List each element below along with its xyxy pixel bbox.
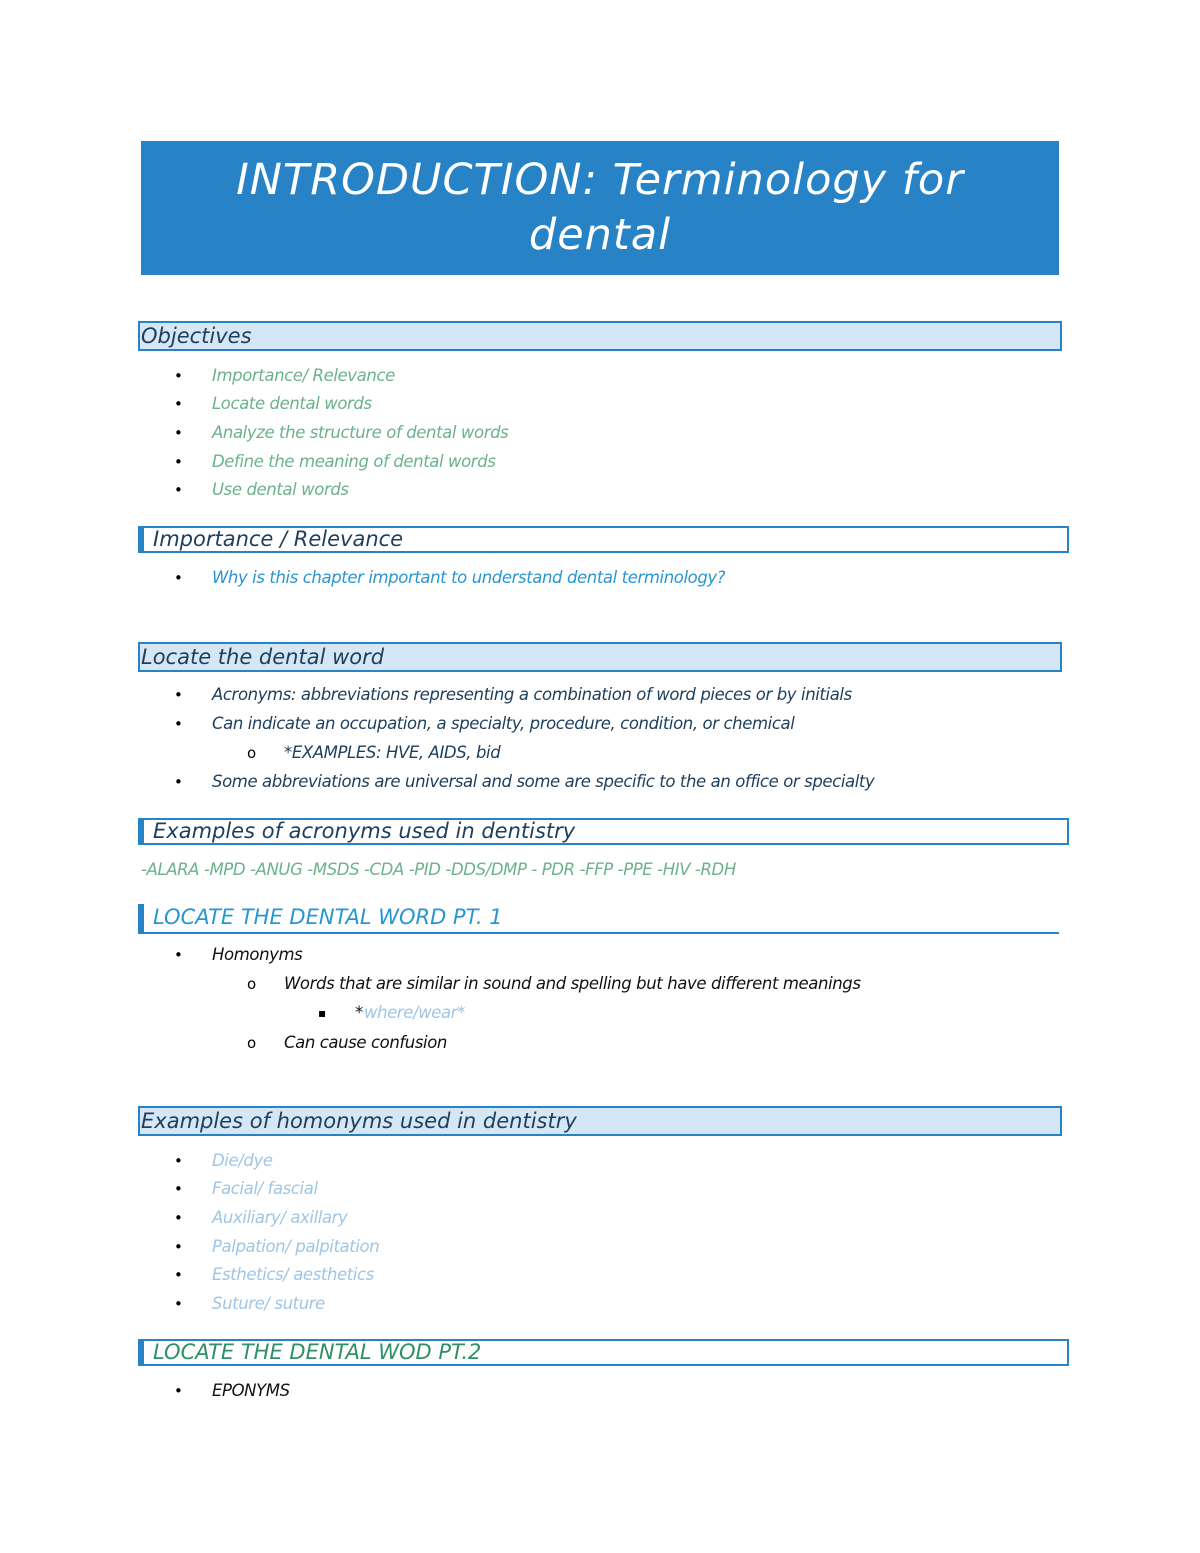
pt1-sub-item: Can cause confusion bbox=[284, 1033, 447, 1052]
homonym-item: Esthetics/ aesthetics bbox=[212, 1265, 374, 1284]
objective-item: Analyze the structure of dental words bbox=[212, 423, 509, 442]
heading-acronyms: Examples of acronyms used in dentistry bbox=[138, 818, 1069, 845]
sub-bullet: o bbox=[247, 744, 257, 762]
heading-pt1: LOCATE THE DENTAL WORD PT. 1 bbox=[138, 904, 1059, 934]
locate-item: Acronyms: abbreviations representing a combination of word pieces or by initials bbox=[212, 685, 852, 704]
homonym-item: Auxiliary/ axillary bbox=[212, 1208, 348, 1227]
pt1-sub-item: Words that are similar in sound and spelling but have different meanings bbox=[284, 974, 861, 993]
objective-item: Use dental words bbox=[212, 480, 349, 499]
title-line-1: INTRODUCTION: Terminology for bbox=[236, 155, 964, 205]
bullet: • bbox=[174, 1238, 183, 1256]
bullet: • bbox=[174, 395, 183, 413]
bullet: • bbox=[174, 686, 183, 704]
objective-item: Locate dental words bbox=[212, 394, 372, 413]
locate-item: Can indicate an occupation, a specialty, procedure, condition, or chemical bbox=[212, 714, 795, 733]
bullet: • bbox=[174, 1152, 183, 1170]
bullet: • bbox=[174, 715, 183, 733]
bullet: • bbox=[174, 1382, 183, 1400]
locate-item: Some abbreviations are universal and some are specific to the an office or specialty bbox=[212, 772, 875, 791]
heading-homonyms: Examples of homonyms used in dentistry bbox=[138, 1106, 1062, 1136]
pt1-example: where/wear* bbox=[364, 1003, 465, 1022]
heading-objectives: Objectives bbox=[138, 321, 1062, 351]
bullet: • bbox=[174, 569, 183, 587]
heading-importance: Importance / Relevance bbox=[138, 526, 1069, 553]
bullet: • bbox=[174, 424, 183, 442]
sub-bullet: o bbox=[247, 975, 257, 993]
homonym-item: Facial/ fascial bbox=[212, 1179, 318, 1198]
title-line-2: dental bbox=[528, 210, 672, 260]
pt1-item: Homonyms bbox=[212, 945, 303, 964]
homonym-item: Suture/ suture bbox=[212, 1294, 325, 1313]
title-banner bbox=[141, 141, 1059, 275]
bullet: • bbox=[174, 946, 183, 964]
acronym-list: -ALARA -MPD -ANUG -MSDS -CDA -PID -DDS/DMP - PDR -FFP -PPE -HIV -RDH bbox=[141, 860, 736, 879]
objective-item: Define the meaning of dental words bbox=[212, 452, 496, 471]
pt1-asterisk: * bbox=[355, 1003, 363, 1022]
pt2-item: EPONYMS bbox=[212, 1381, 290, 1400]
homonym-item: Palpation/ palpitation bbox=[212, 1237, 380, 1256]
bullet: • bbox=[174, 481, 183, 499]
bullet: • bbox=[174, 1209, 183, 1227]
importance-item: Why is this chapter important to understand dental terminology? bbox=[212, 568, 726, 587]
heading-locate: Locate the dental word bbox=[138, 642, 1062, 672]
bullet: • bbox=[174, 773, 183, 791]
bullet: • bbox=[174, 1180, 183, 1198]
locate-sub-item: *EXAMPLES: HVE, AIDS, bid bbox=[284, 743, 501, 762]
homonym-item: Die/dye bbox=[212, 1151, 273, 1170]
sub-sub-bullet: ▪ bbox=[318, 1006, 327, 1020]
sub-bullet: o bbox=[247, 1034, 257, 1052]
objective-item: Importance/ Relevance bbox=[212, 366, 395, 385]
heading-pt2: LOCATE THE DENTAL WOD PT.2 bbox=[138, 1339, 1069, 1366]
bullet: • bbox=[174, 367, 183, 385]
bullet: • bbox=[174, 1266, 183, 1284]
bullet: • bbox=[174, 1295, 183, 1313]
bullet: • bbox=[174, 453, 183, 471]
